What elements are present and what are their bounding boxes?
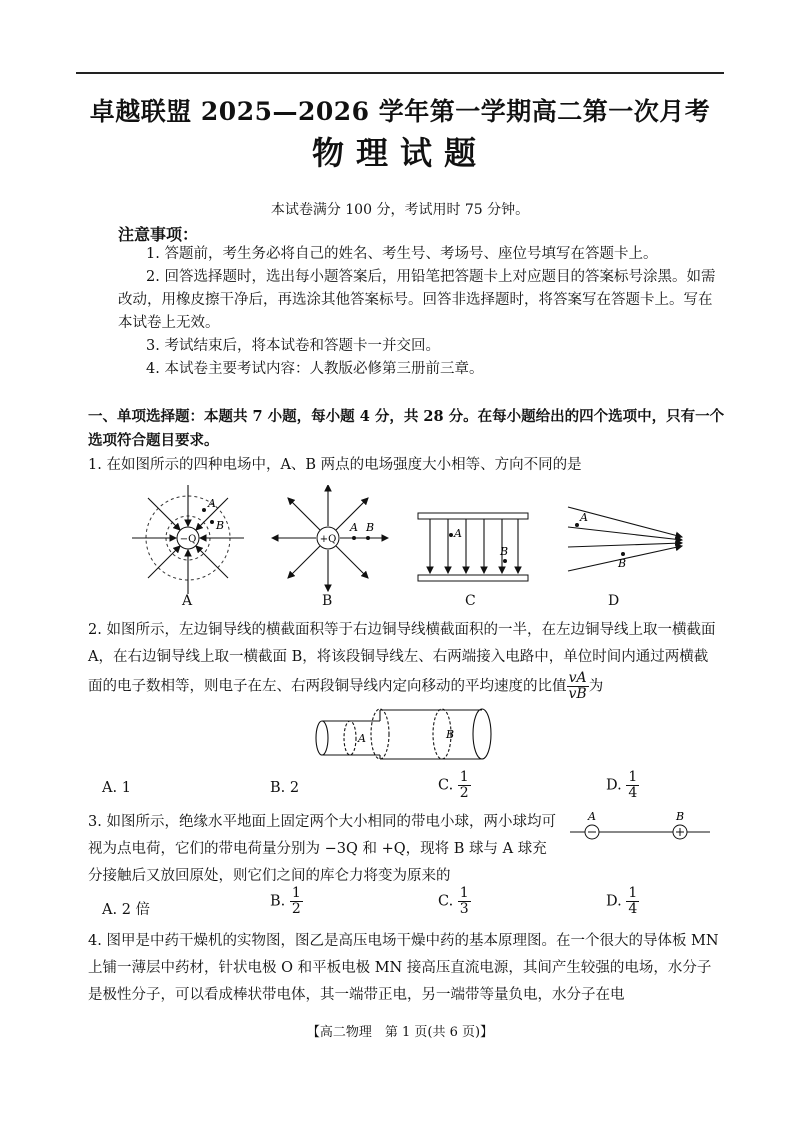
- question-1-figures: [100, 485, 720, 595]
- q3-option-c: [438, 886, 471, 917]
- question-2-wire-figure: [312, 704, 502, 762]
- question-3-charges-figure: [570, 808, 710, 844]
- question-3-stem: 3. 如图所示，绝缘水平地面上固定两个大小相同的带电小球，两小球均可视为点电荷，它们的带电荷量分别为 −3Q 和 +Q，现将 B 球与 A 球充分接触后又放回原处，则它们之间的库仑力将变为原来的: [88, 814, 556, 884]
- notice-title: 注意事项：: [118, 225, 199, 244]
- figure-label-b: B: [322, 593, 333, 609]
- option-denominator: 4: [628, 901, 638, 917]
- point-b-label: B: [500, 545, 509, 558]
- q2-option-a: A. 1: [102, 780, 131, 796]
- q3-option-d: [606, 886, 639, 917]
- figure-label-a: A: [182, 593, 193, 609]
- point-a-label: A: [580, 511, 588, 524]
- ball-a-label: A: [588, 810, 596, 823]
- question-1-stem: 1. 在如图所示的四种电场中，A、B 两点的电场强度大小相等、方向不同的是: [88, 457, 582, 473]
- q2-option-d: [606, 770, 639, 801]
- notice-item-1: 1. 答题前，考生务必将自己的姓名、考生号、考场号、座位号填写在答题卡上。: [146, 246, 658, 262]
- point-a-label: A: [454, 527, 462, 540]
- cross-section-b-label: B: [446, 728, 455, 741]
- option-denominator: 3: [459, 901, 469, 917]
- point-b-label: B: [618, 557, 627, 570]
- notice-item-2: 2. 回答选择题时，选出每小题答案后，用铅笔把答题卡上对应题目的答案标号涂黑。如需改动，用橡皮擦干净后，再选涂其他答案标号。回答非选择题时，将答案写在答题卡上。写在本试卷上无效。: [118, 269, 716, 331]
- q2-option-c: [438, 770, 471, 801]
- negative-charge-label: −Q: [179, 534, 197, 545]
- option-prefix: D.: [606, 777, 622, 794]
- point-b-label: B: [216, 519, 225, 532]
- question-2-stem: [88, 617, 720, 702]
- field-figure-b: [272, 485, 388, 591]
- field-figure-a: [132, 485, 244, 594]
- q2-option-b: B. 2: [270, 780, 300, 796]
- field-figure-c: [418, 513, 528, 581]
- section-1-heading: 一、单项选择题：本题共 7 小题，每小题 4 分，共 28 分。在每小题给出的四个选项中，只有一个选项符合题目要求。: [88, 408, 725, 449]
- q3-option-a: A. 2 倍: [102, 902, 151, 918]
- positive-charge-label: +Q: [319, 534, 337, 545]
- option-denominator: 2: [459, 785, 469, 801]
- option-prefix: C.: [438, 777, 454, 794]
- option-numerator: 1: [628, 885, 638, 901]
- option-denominator: 4: [628, 785, 638, 801]
- option-prefix: B.: [270, 893, 286, 910]
- point-a-label: A: [208, 497, 216, 510]
- option-numerator: 1: [628, 769, 638, 785]
- field-figure-d: [568, 507, 682, 571]
- point-b-label: B: [366, 521, 375, 534]
- option-numerator: 1: [459, 885, 469, 901]
- page-footer: 【高二物理 第 1 页(共 6 页)】: [306, 1025, 494, 1040]
- top-rule: [76, 72, 724, 74]
- question-2-text: 2. 如图所示，左边铜导线的横截面积等于右边铜导线横截面积的一半，在左边铜导线上取一横截面 A，在右边铜导线上取一横截面 B，将该段铜导线左、右两端接入电路中，单位时间内通过两横截面的电子数相等，则电子在左、右两段铜导线内定向移动的平均速度的比值: [88, 622, 716, 695]
- option-denominator: 2: [291, 901, 301, 917]
- option-numerator: 1: [459, 769, 469, 785]
- ratio-denominator: vB: [568, 686, 587, 702]
- notice-item-4: 4. 本试卷主要考试内容：人教版必修第三册前三章。: [146, 361, 484, 377]
- point-a-label: A: [350, 521, 358, 534]
- figure-label-c: C: [465, 593, 476, 609]
- ratio-numerator: vA: [568, 670, 587, 686]
- velocity-ratio: [567, 671, 589, 702]
- figure-label-d: D: [608, 593, 620, 609]
- subject-title: 物理试题: [311, 134, 488, 172]
- option-prefix: D.: [606, 893, 622, 910]
- score-line: 本试卷满分 100 分，考试用时 75 分钟。: [270, 202, 530, 218]
- question-4-stem: 4. 图甲是中药干燥机的实物图，图乙是高压电场干燥中药的基本原理图。在一个很大的导体板 MN 上铺一薄层中药材，针状电极 O 和平板电极 MN 接高压直流电源，其间产生较强的电场，水分子是极性分子，可以看成棒状带电体，其一端带正电，另一端带等量负电，水分子在电: [88, 933, 719, 1003]
- notice-item-3: 3. 考试结束后，将本试卷和答题卡一并交回。: [146, 338, 440, 354]
- q3-option-b: [270, 886, 303, 917]
- ball-b-label: B: [676, 810, 685, 823]
- exam-title: 卓越联盟 2025—2026 学年第一学期高二第一次月考: [89, 97, 711, 126]
- option-numerator: 1: [291, 885, 301, 901]
- option-prefix: C.: [438, 893, 454, 910]
- cross-section-a-label: A: [358, 732, 366, 745]
- question-2-text-end: 为: [588, 678, 604, 695]
